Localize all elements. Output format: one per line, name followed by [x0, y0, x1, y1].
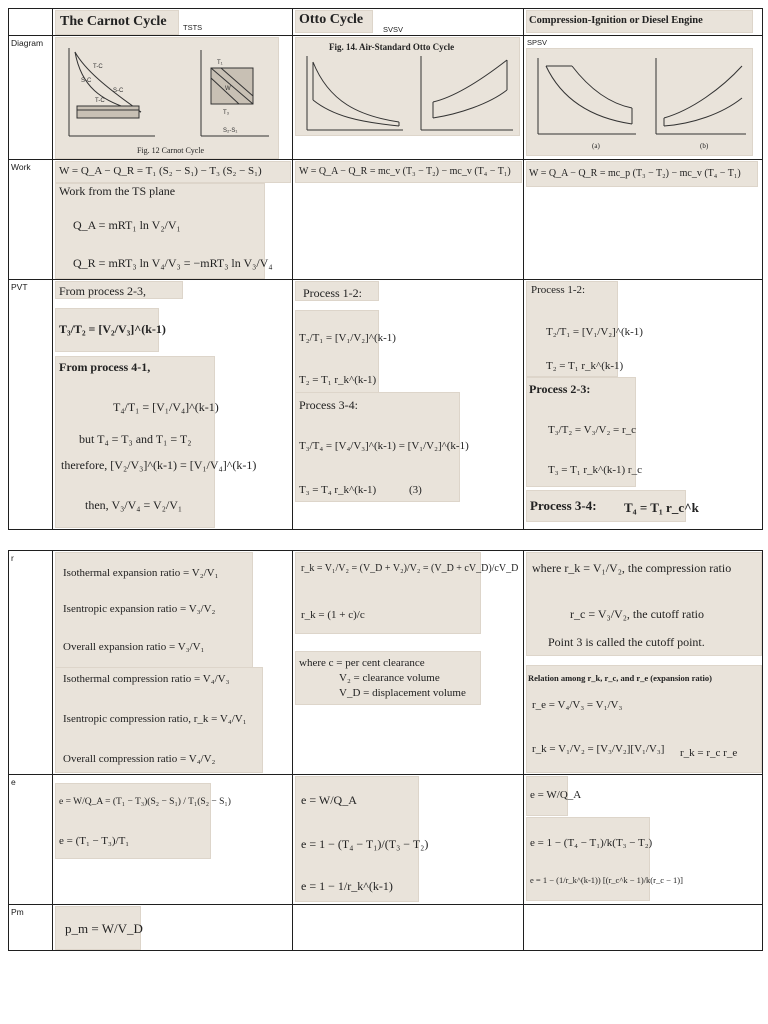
otto-pvt-l1: Process 1-2:: [303, 286, 362, 300]
otto-pvt-l2: T₂/T₁ = [V₁/V₂]^(k-1): [299, 332, 396, 344]
svg-text:S-C: S-C: [81, 78, 92, 84]
svg-text:W: W: [225, 86, 231, 92]
cycles-table-top: [8, 8, 763, 530]
otto-pv-ts-diagram: [299, 52, 517, 134]
carnot-diagram-caption: Fig. 12 Carnot Cycle: [137, 146, 205, 155]
carnot-r-5: Isentropic compression ratio, r_k = V₄/V₁: [63, 713, 247, 725]
diesel-pvt-l8: T₄ = T₁ r_c^k: [624, 500, 699, 515]
diesel-header-cell: [524, 9, 763, 36]
row-label-work: Work: [11, 162, 31, 172]
otto-r-l2: r_k = (1 + c)/c: [301, 609, 365, 621]
svg-text:T₃: T₃: [223, 110, 230, 116]
row-label-diagram: Diagram: [11, 38, 44, 48]
diesel-subfig-b: (b): [700, 142, 709, 150]
otto-pvt-l4: Process 3-4:: [299, 398, 358, 412]
carnot-pvt-l2: T₃/T₂ = [V₂/V₃]^(k-1): [59, 322, 166, 336]
otto-pm-cell: [293, 905, 524, 951]
diesel-pvt-l5: T₃/T₂ = V₃/V₂ = r_c: [548, 424, 637, 436]
diesel-work-eq: W = Q_A − Q_R = mc_p (T₃ − T₂) − mc_v (T₄ − T₁): [529, 168, 741, 179]
diesel-r-l3: Point 3 is called the cutoff point.: [548, 635, 705, 649]
otto-pvt-l3: T₂ = T₁ r_k^(k-1): [299, 374, 377, 386]
diesel-pm-cell: [524, 905, 763, 951]
carnot-pvt-l7: then, V₃/V₄ = V₂/V₁: [85, 498, 183, 512]
carnot-work-cell: [53, 160, 293, 280]
svg-text:T₁: T₁: [217, 60, 223, 66]
otto-diagram-cell: [293, 36, 524, 160]
diesel-e-cell: [524, 775, 763, 905]
otto-title: Otto Cycle: [299, 12, 364, 27]
svg-text:T-C: T-C: [95, 98, 105, 104]
carnot-e-l1: e = W/Q_A = (T₁ − T₃)(S₂ − S₁) / T₁(S₂ − S₁): [59, 797, 231, 807]
otto-pvt-eqno: (3): [409, 484, 422, 496]
carnot-e-cell: [53, 775, 293, 905]
corner-cell: [9, 9, 53, 36]
carnot-diagram-cell: [53, 36, 293, 160]
diesel-r-l6: r_k = V₁/V₂ = [V₃/V₂][V₁/V₃]: [532, 743, 665, 755]
otto-note: SVSV: [383, 25, 404, 34]
otto-pvt-cell: [293, 280, 524, 530]
diesel-pvt-l4: Process 2-3:: [529, 382, 591, 396]
carnot-work-sub: Work from the TS plane: [59, 184, 176, 198]
diesel-r-l7: r_k = r_c r_e: [680, 747, 738, 759]
diesel-r-l4: Relation among r_k, r_c, and r_e (expansion ratio): [528, 673, 712, 683]
carnot-pvt-cell: [53, 280, 293, 530]
carnot-qa: Q_A = mRT₁ ln V₂/V₁: [73, 218, 181, 232]
diesel-diagram-cell: [524, 36, 763, 160]
otto-e-l2: e = 1 − (T₄ − T₁)/(T₃ − T₂): [301, 837, 429, 851]
diesel-e-l2: e = 1 − (T₄ − T₁)/k(T₃ − T₂): [530, 837, 653, 849]
otto-work-cell: [293, 160, 524, 280]
diesel-pvt-l7: Process 3-4:: [530, 498, 597, 513]
otto-r-cell: [293, 551, 524, 775]
row-label-pm: Pm: [11, 907, 24, 917]
otto-e-cell: [293, 775, 524, 905]
carnot-note: TSTS: [183, 23, 203, 32]
otto-r-where3: V_D = displacement volume: [339, 687, 466, 699]
diesel-subfig-a: (a): [592, 142, 600, 150]
cycles-table-bottom: [8, 550, 763, 951]
otto-r-where1: where c = per cent clearance: [299, 657, 425, 669]
otto-e-l1: e = W/Q_A: [301, 793, 357, 807]
carnot-title: The Carnot Cycle: [60, 14, 167, 29]
carnot-qr: Q_R = mRT₃ ln V₄/V₃ = −mRT₃ ln V₃/V₄: [73, 256, 273, 270]
carnot-r-cell: [53, 551, 293, 775]
carnot-e-l2: e = (T₁ − T₃)/T₁: [59, 835, 130, 847]
otto-work-eq: W = Q_A − Q_R = mc_v (T₃ − T₂) − mc_v (T₄ − T₁): [299, 166, 511, 177]
carnot-pvt-l1: From process 2-3,: [59, 284, 146, 298]
diesel-diagram-note: SPSV: [527, 38, 548, 47]
carnot-pvt-l3: From process 4-1,: [59, 360, 151, 374]
otto-pvt-l5: T₃/T₄ = [V₄/V₃]^(k-1) = [V₁/V₂]^(k-1): [299, 440, 469, 452]
diesel-e-l3: e = 1 − (1/r_k^(k-1)) [(r_c^k − 1)/k(r_c − 1)]: [530, 875, 683, 885]
otto-e-l3: e = 1 − 1/r_k^(k-1): [301, 879, 393, 893]
carnot-r-1: Isothermal expansion ratio = V₂/V₁: [63, 567, 219, 579]
diesel-pvt-l6: T₃ = T₁ r_k^(k-1) r_c: [548, 464, 642, 476]
diesel-r-l1: where r_k = V₁/V₂, the compression ratio: [532, 561, 732, 575]
carnot-pv-ts-diagram: [59, 40, 275, 144]
diesel-r-cell: [524, 551, 763, 775]
diesel-pvt-l2: T₂/T₁ = [V₁/V₂]^(k-1): [546, 326, 643, 338]
diesel-pvt-cell: [524, 280, 763, 530]
diesel-r-l5: r_e = V₄/V₃ = V₁/V₃: [532, 699, 623, 711]
otto-pvt-l6: T₃ = T₄ r_k^(k-1): [299, 484, 377, 496]
diesel-pvt-l1: Process 1-2:: [531, 284, 586, 296]
diesel-work-cell: [524, 160, 763, 280]
row-label-r: r: [11, 553, 14, 563]
carnot-r-4: Isothermal compression ratio = V₄/V₃: [63, 673, 230, 685]
carnot-pm: p_m = W/V_D: [65, 921, 143, 936]
carnot-r-6: Overall compression ratio = V₄/V₂: [63, 753, 216, 765]
carnot-pvt-l4: T₄/T₁ = [V₁/V₄]^(k-1): [113, 400, 219, 414]
carnot-header-cell: [53, 9, 293, 36]
row-label-e: e: [11, 777, 16, 787]
otto-diagram-caption: Fig. 14. Air-Standard Otto Cycle: [329, 42, 455, 52]
carnot-pvt-l6: therefore, [V₂/V₃]^(k-1) = [V₁/V₄]^(k-1): [61, 458, 257, 472]
diesel-pvt-l3: T₂ = T₁ r_k^(k-1): [546, 360, 624, 372]
carnot-pvt-l5: but T₄ = T₃ and T₁ = T₂: [79, 432, 192, 446]
carnot-work-eq: W = Q_A − Q_R = T₁ (S₂ − S₁) − T₃ (S₂ − S₁): [59, 165, 262, 177]
diesel-title: Compression-Ignition or Diesel Engine: [529, 15, 703, 26]
otto-r-where2: V₂ = clearance volume: [339, 672, 440, 684]
carnot-r-3: Overall expansion ratio = V₃/V₁: [63, 641, 205, 653]
svg-text:S-C: S-C: [113, 88, 124, 94]
row-label-pvt: PVT: [11, 282, 28, 292]
svg-text:T-C: T-C: [93, 64, 103, 70]
svg-text:S₂-S₁: S₂-S₁: [223, 128, 238, 134]
diesel-r-l2: r_c = V₃/V₂, the cutoff ratio: [570, 607, 704, 621]
carnot-r-2: Isentropic expansion ratio = V₃/V₂: [63, 603, 216, 615]
carnot-pm-cell: [53, 905, 293, 951]
otto-header-cell: [293, 9, 524, 36]
diesel-e-l1: e = W/Q_A: [530, 789, 582, 801]
diesel-pv-ts-diagram: [532, 52, 750, 144]
otto-r-l1: r_k = V₁/V₂ = (V_D + V₂)/V₂ = (V_D + cV_D)/cV_D: [301, 563, 519, 574]
